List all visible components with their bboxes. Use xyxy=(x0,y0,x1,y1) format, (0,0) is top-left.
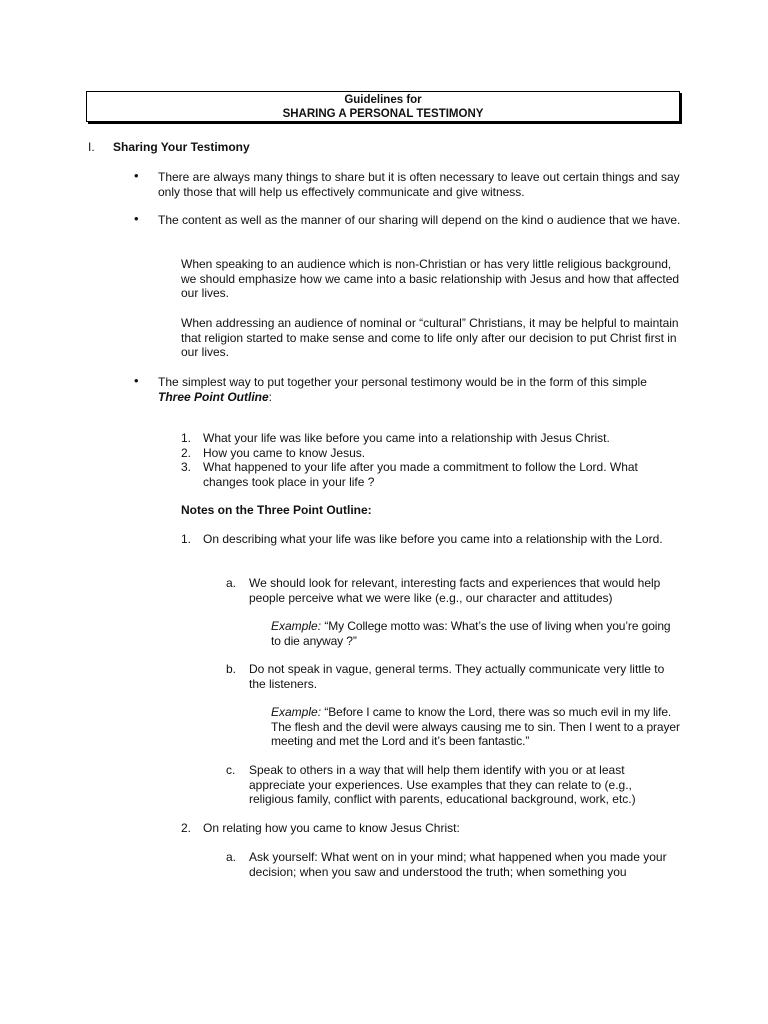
bullet-text-2: The content as well as the manner of our sharing will depend on the kind o audience that we have. xyxy=(158,213,681,227)
section-number: I. xyxy=(88,140,95,154)
bullet-text-3-body: The simplest way to put together your personal testimony would be in the form of this simple xyxy=(158,375,647,389)
notes-item-1: On describing what your life was like before you came into a relationship with the Lord. xyxy=(203,532,663,546)
section-heading: Sharing Your Testimony xyxy=(113,140,250,154)
example-2 xyxy=(271,705,681,749)
outline-number-3: 3. xyxy=(181,460,192,474)
notes-heading: Notes on the Three Point Outline: xyxy=(181,503,372,517)
notes-item-2: On relating how you came to know Jesus Christ: xyxy=(203,821,460,835)
notes-item-b: Do not speak in vague, general terms. They actually communicate very little to the listeners. xyxy=(249,662,665,691)
notes-item-a: We should look for relevant, interesting facts and experiences that would help people perceive what we were like (e.g., our character and attitudes) xyxy=(249,576,661,605)
notes-2-label-a: a. xyxy=(226,850,237,864)
bullet-text-3-colon: : xyxy=(268,389,273,404)
outline-item-1: What your life was like before you came into a relationship with Jesus Christ. xyxy=(203,431,610,445)
example-2-text: “Before I came to know the Lord, there was so much evil in my life. The flesh and the devil were always causing me to sin. Then I went to a prayer meeting and met the Lord and it’s been fantastic.” xyxy=(271,705,680,748)
bullet-icon: • xyxy=(134,211,139,226)
paragraph-cultural-christians: When addressing an audience of nominal or “cultural” Christians, it may be helpful to maintain that religion started to make sense and come to life only after our decision to put Christ first in our lives. xyxy=(181,316,679,359)
example-2-label: Example: xyxy=(271,705,322,719)
paragraph-non-christian: When speaking to an audience which is non-Christian or has very little religious background, we should emphasize how we came into a basic relationship with Jesus and how that affected our lives. xyxy=(181,257,680,300)
title-line-2: SHARING A PERSONAL TESTIMONY xyxy=(282,107,484,120)
title-box xyxy=(86,91,680,122)
notes-2-item-a: Ask yourself: What went on in your mind; what happened when you made your decision; when you saw and understood the truth; when something you xyxy=(249,850,667,879)
bullet-text-3 xyxy=(158,375,688,404)
bullet-icon: • xyxy=(134,168,139,183)
outline-item-3: What happened to your life after you made a commitment to follow the Lord. What changes took place in your life ? xyxy=(203,460,638,489)
three-point-outline-emphasis: Three Point Outline xyxy=(158,389,269,404)
notes-label-c: c. xyxy=(226,763,236,777)
example-1-label: Example: xyxy=(271,619,322,633)
title-line-1: Guidelines for xyxy=(344,94,422,106)
notes-number-1: 1. xyxy=(181,532,192,546)
bullet-text-1: There are always many things to share but it is often necessary to leave out certain things and say only those that will help us effectively communicate and give witness. xyxy=(158,170,680,199)
example-1 xyxy=(271,619,681,648)
notes-item-c: Speak to others in a way that will help them identify with you or at least appreciate your experiences. Use examples that they can relate to (e.g., religious family, conflict with parents, educational background, work, etc.) xyxy=(249,763,636,806)
outline-number-1: 1. xyxy=(181,431,192,445)
bullet-icon: • xyxy=(134,373,139,388)
outline-item-2: How you came to know Jesus. xyxy=(203,446,366,460)
notes-number-2: 2. xyxy=(181,821,192,835)
outline-number-2: 2. xyxy=(181,446,192,460)
notes-label-a: a. xyxy=(226,576,237,590)
example-1-text: “My College motto was: What’s the use of living when you’re going to die anyway ?” xyxy=(271,619,671,648)
notes-label-b: b. xyxy=(226,662,237,676)
